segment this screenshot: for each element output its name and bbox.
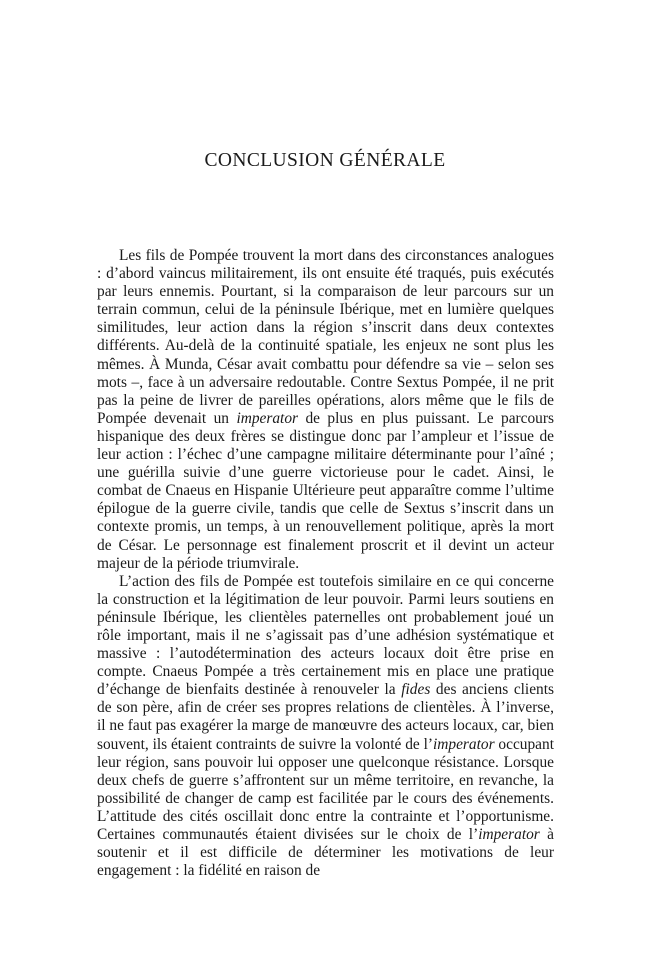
- italic-term: imperator: [478, 826, 540, 843]
- text-segment: L’action des fils de Pompée est toutefois similaire en ce qui concerne la construction et la légitimation de leur pouvoir. Parmi leurs soutiens en péninsule Ibérique, les clientèles paternelles ont probablement joué un rôle important, mais il ne s’agissait pas d’une adhésion systématique et massive : l’autodétermination des acteurs locaux doit être prise en compte. Cnaeus Pompée a très certainement mis en place une pratique d’échange de bienfaits destinée à renouveler la: [97, 572, 554, 699]
- text-segment: à soutenir et il est difficile de déterminer les motivations de leur engagement : la fidélité en raison de: [97, 826, 554, 880]
- text-segment: de plus en plus puissant. Le parcours hispanique des deux frères se distingue donc par l’ampleur et l’issue de leur action : l’échec d’une campagne militaire déterminante pour l’aîné ; une guérilla suivie d’une guerre victorieuse pour le cadet. Ainsi, le combat de Cnaeus en Hispanie Ultérieure peut apparaître comme l’ultime épilogue de la guerre civile, tandis que celle de Sextus s’inscrit dans un contexte promis, un temps, à un renouvellement politique, après la mort de César. Le personnage est finalement proscrit et il devint un acteur majeur de la période triumvirale.: [97, 409, 554, 572]
- italic-term: imperator: [236, 409, 299, 427]
- chapter-title: CONCLUSION GÉNÉRALE: [204, 150, 446, 171]
- text-segment: des anciens clients de son père, afin de créer ses propres relations de clientèles. À l’inverse, il ne faut pas exagérer la marge de manœuvre des acteurs locaux, car, bien souvent, ils étaient contraints de suivre la volonté de l’: [97, 681, 554, 753]
- text-segment: Les fils de Pompée trouvent la mort dans des circonstances analogues : d’abord vaincus militairement, ils ont ensuite été traqués, puis exécutés par leurs ennemis. Pourtant, si la comparaison de leur parcours sur un terrain commun, celui de la péninsule Ibérique, met en lumière quelques similitudes, leur action dans la région s’inscrit dans deux contextes différents. Au-delà de la continuité spatiale, les enjeux ne sont plus les mêmes. À Munda, César avait combattu pour défendre sa vie – selon ses mots –, face à un adversaire redoutable. Contre Sextus Pompée, il ne prit pas la peine de livrer de pareilles opérations, alors même que le fils de Pompée devenait un: [97, 247, 554, 427]
- italic-term: imperator: [433, 735, 495, 753]
- italic-term: fides: [401, 681, 431, 699]
- paragraph-1: [97, 247, 554, 573]
- body-text: [97, 247, 554, 880]
- text-segment: occupant leur région, sans pouvoir lui opposer une quelconque résistance. Lorsque deux chefs de guerre s’affrontent sur un même territoire, en revanche, la possibilité de changer de camp est facilitée par le cours des événements. L’attitude des cités oscillait donc entre la contrainte et l’opportunisme. Certaines communautés étaient divisées sur le choix de l’: [97, 735, 554, 843]
- paragraph-2: [97, 573, 554, 881]
